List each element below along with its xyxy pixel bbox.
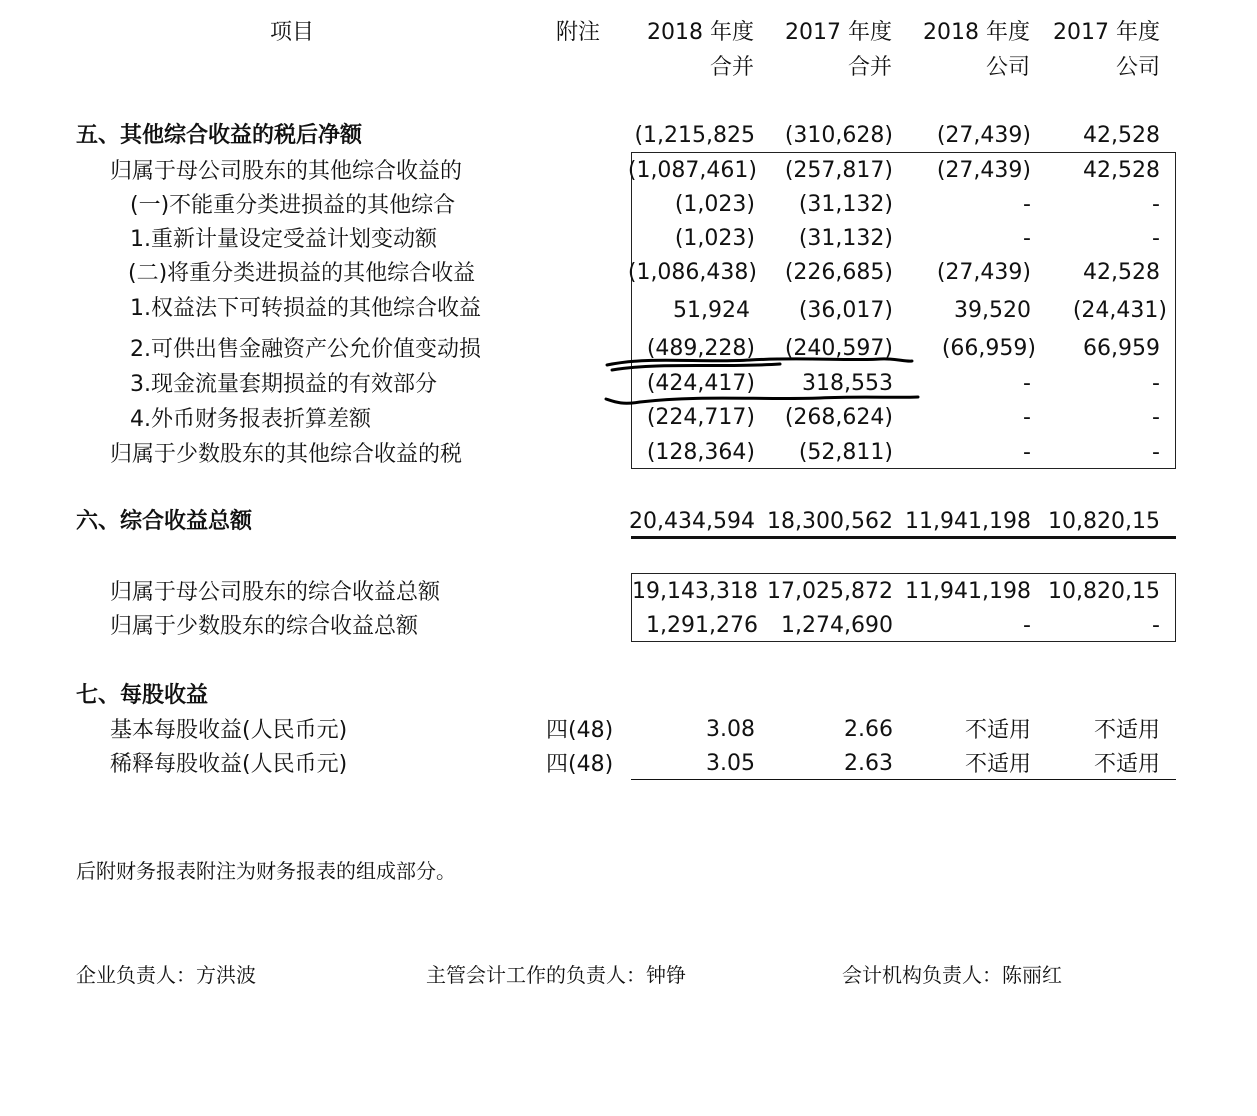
row-fx-translation-c2: (268,624) bbox=[784, 405, 893, 430]
row-equity-method-c2: (36,017) bbox=[798, 298, 893, 323]
row-equity-method-c3: 39,520 bbox=[954, 298, 1031, 323]
row-label-eps: 七、每股收益 bbox=[76, 683, 209, 708]
row-parent-total-ci-c1: 19,143,318 bbox=[632, 579, 758, 604]
row-basic-eps-c4: 不适用 bbox=[1093, 718, 1160, 743]
row-non-reclass-c4: - bbox=[1152, 192, 1160, 217]
row-minority-oci-c4: - bbox=[1152, 440, 1160, 465]
row-label-fx-translation: 4.外币财务报表折算差额 bbox=[130, 407, 371, 432]
row-minority-oci-c1: (128,364) bbox=[646, 440, 755, 465]
row-label-diluted-eps: 稀释每股收益(人民币元) bbox=[110, 752, 348, 777]
row-cash-flow-hedge-c1: (424,417) bbox=[646, 371, 755, 396]
row-parent-oci-c2: (257,817) bbox=[784, 158, 893, 183]
footnote: 后附财务报表附注为财务报表的组成部分。 bbox=[76, 859, 456, 883]
row-oci-net-c1: (1,215,825 bbox=[634, 123, 755, 148]
row-afs-fv-c1: (489,228) bbox=[646, 336, 755, 361]
row-minority-total-ci-c4: - bbox=[1152, 613, 1160, 638]
pen-underline-2 bbox=[606, 397, 918, 403]
row-cash-flow-hedge-c3: - bbox=[1023, 371, 1031, 396]
row-parent-oci-c4: 42,528 bbox=[1083, 158, 1160, 183]
signature-legal-rep: 企业负责人：方洪波 bbox=[76, 963, 256, 987]
row-diluted-eps-c1: 3.05 bbox=[706, 751, 755, 776]
header-col1-scope: 合并 bbox=[709, 55, 754, 80]
row-total-ci-c3: 11,941,198 bbox=[905, 509, 1031, 534]
row-non-reclass-c2: (31,132) bbox=[798, 192, 893, 217]
row-minority-oci-c3: - bbox=[1023, 440, 1031, 465]
row-remeasure-c3: - bbox=[1023, 226, 1031, 251]
row-label-parent-total-ci: 归属于母公司股东的综合收益总额 bbox=[110, 580, 441, 605]
row-cash-flow-hedge-c4: - bbox=[1152, 371, 1160, 396]
row-basic-eps-c1: 3.08 bbox=[706, 717, 755, 742]
row-label-afs-fv: 2.可供出售金融资产公允价值变动损 bbox=[130, 337, 481, 362]
row-minority-total-ci-c3: - bbox=[1023, 613, 1031, 638]
row-parent-oci-c1: (1,087,461) bbox=[627, 158, 757, 183]
row-afs-fv-c2: (240,597) bbox=[784, 336, 893, 361]
row-total-ci-c1: 20,434,594 bbox=[629, 509, 755, 534]
row-remeasure-c1: (1,023) bbox=[674, 226, 755, 251]
row-afs-fv-c4: 66,959 bbox=[1083, 336, 1160, 361]
row-label-non-reclass: (一)不能重分类进损益的其他综合 bbox=[130, 193, 456, 218]
row-minority-total-ci-c1: 1,291,276 bbox=[646, 613, 758, 638]
row-minority-total-ci-c2: 1,274,690 bbox=[781, 613, 893, 638]
row-label-basic-eps: 基本每股收益(人民币元) bbox=[110, 718, 348, 743]
row-afs-fv-c3: (66,959) bbox=[941, 336, 1036, 361]
row-non-reclass-c1: (1,023) bbox=[674, 192, 755, 217]
row-reclass-c1: (1,086,438) bbox=[627, 260, 757, 285]
row-parent-total-ci-c3: 11,941,198 bbox=[905, 579, 1031, 604]
row-reclass-c4: 42,528 bbox=[1083, 260, 1160, 285]
row-label-reclass: (二)将重分类进损益的其他综合收益 bbox=[128, 261, 476, 286]
header-col2-year: 2017 年度 bbox=[785, 20, 892, 45]
row-reclass-c2: (226,685) bbox=[784, 260, 893, 285]
row-label-minority-total-ci: 归属于少数股东的综合收益总额 bbox=[110, 614, 419, 639]
header-col4-scope: 公司 bbox=[1115, 55, 1160, 80]
row-label-minority-oci: 归属于少数股东的其他综合收益的税 bbox=[110, 442, 463, 467]
header-col3-year: 2018 年度 bbox=[923, 20, 1030, 45]
row-reclass-c3: (27,439) bbox=[936, 260, 1031, 285]
row-non-reclass-c3: - bbox=[1023, 192, 1031, 217]
row-label-oci-net: 五、其他综合收益的税后净额 bbox=[76, 123, 363, 148]
row-fx-translation-c1: (224,717) bbox=[646, 405, 755, 430]
row-total-ci-c4: 10,820,15 bbox=[1048, 509, 1160, 534]
row-remeasure-c4: - bbox=[1152, 226, 1160, 251]
row-diluted-eps-c2: 2.63 bbox=[844, 751, 893, 776]
row-diluted-eps-c3: 不适用 bbox=[964, 752, 1031, 777]
header-item: 项目 bbox=[270, 20, 315, 45]
row-diluted-eps-note: 四(48) bbox=[546, 752, 614, 777]
row-parent-total-ci-c2: 17,025,872 bbox=[767, 579, 893, 604]
row-label-total-ci: 六、综合收益总额 bbox=[76, 509, 253, 534]
signature-accounting-org-head: 会计机构负责人：陈丽红 bbox=[842, 963, 1062, 987]
row-parent-total-ci-c4: 10,820,15 bbox=[1048, 579, 1160, 604]
row-basic-eps-note: 四(48) bbox=[546, 718, 614, 743]
row-cash-flow-hedge-c2: 318,553 bbox=[802, 371, 893, 396]
row-remeasure-c2: (31,132) bbox=[798, 226, 893, 251]
row-fx-translation-c3: - bbox=[1023, 405, 1031, 430]
row-diluted-eps-c4: 不适用 bbox=[1093, 752, 1160, 777]
row-label-parent-oci: 归属于母公司股东的其他综合收益的 bbox=[110, 159, 463, 184]
row-oci-net-c4: 42,528 bbox=[1083, 123, 1160, 148]
header-col3-scope: 公司 bbox=[985, 55, 1030, 80]
row-label-cash-flow-hedge: 3.现金流量套期损益的有效部分 bbox=[130, 372, 437, 397]
header-col2-scope: 合并 bbox=[847, 55, 892, 80]
header-note: 附注 bbox=[556, 20, 601, 45]
row-oci-net-c2: (310,628) bbox=[784, 123, 893, 148]
header-col1-year: 2018 年度 bbox=[647, 20, 754, 45]
row-label-remeasure: 1.重新计量设定受益计划变动额 bbox=[130, 227, 437, 252]
signature-accounting-head: 主管会计工作的负责人：钟铮 bbox=[426, 963, 686, 987]
row-total-ci-c2: 18,300,562 bbox=[767, 509, 893, 534]
row-parent-oci-c3: (27,439) bbox=[936, 158, 1031, 183]
row-minority-oci-c2: (52,811) bbox=[798, 440, 893, 465]
row-fx-translation-c4: - bbox=[1152, 405, 1160, 430]
row-oci-net-c3: (27,439) bbox=[936, 123, 1031, 148]
row-label-equity-method: 1.权益法下可转损益的其他综合收益 bbox=[130, 296, 481, 321]
row-equity-method-c1: 51,924 bbox=[673, 298, 750, 323]
header-col4-year: 2017 年度 bbox=[1053, 20, 1160, 45]
row-basic-eps-c3: 不适用 bbox=[964, 718, 1031, 743]
row-equity-method-c4: (24,431) bbox=[1072, 298, 1167, 323]
row-basic-eps-c2: 2.66 bbox=[844, 717, 893, 742]
